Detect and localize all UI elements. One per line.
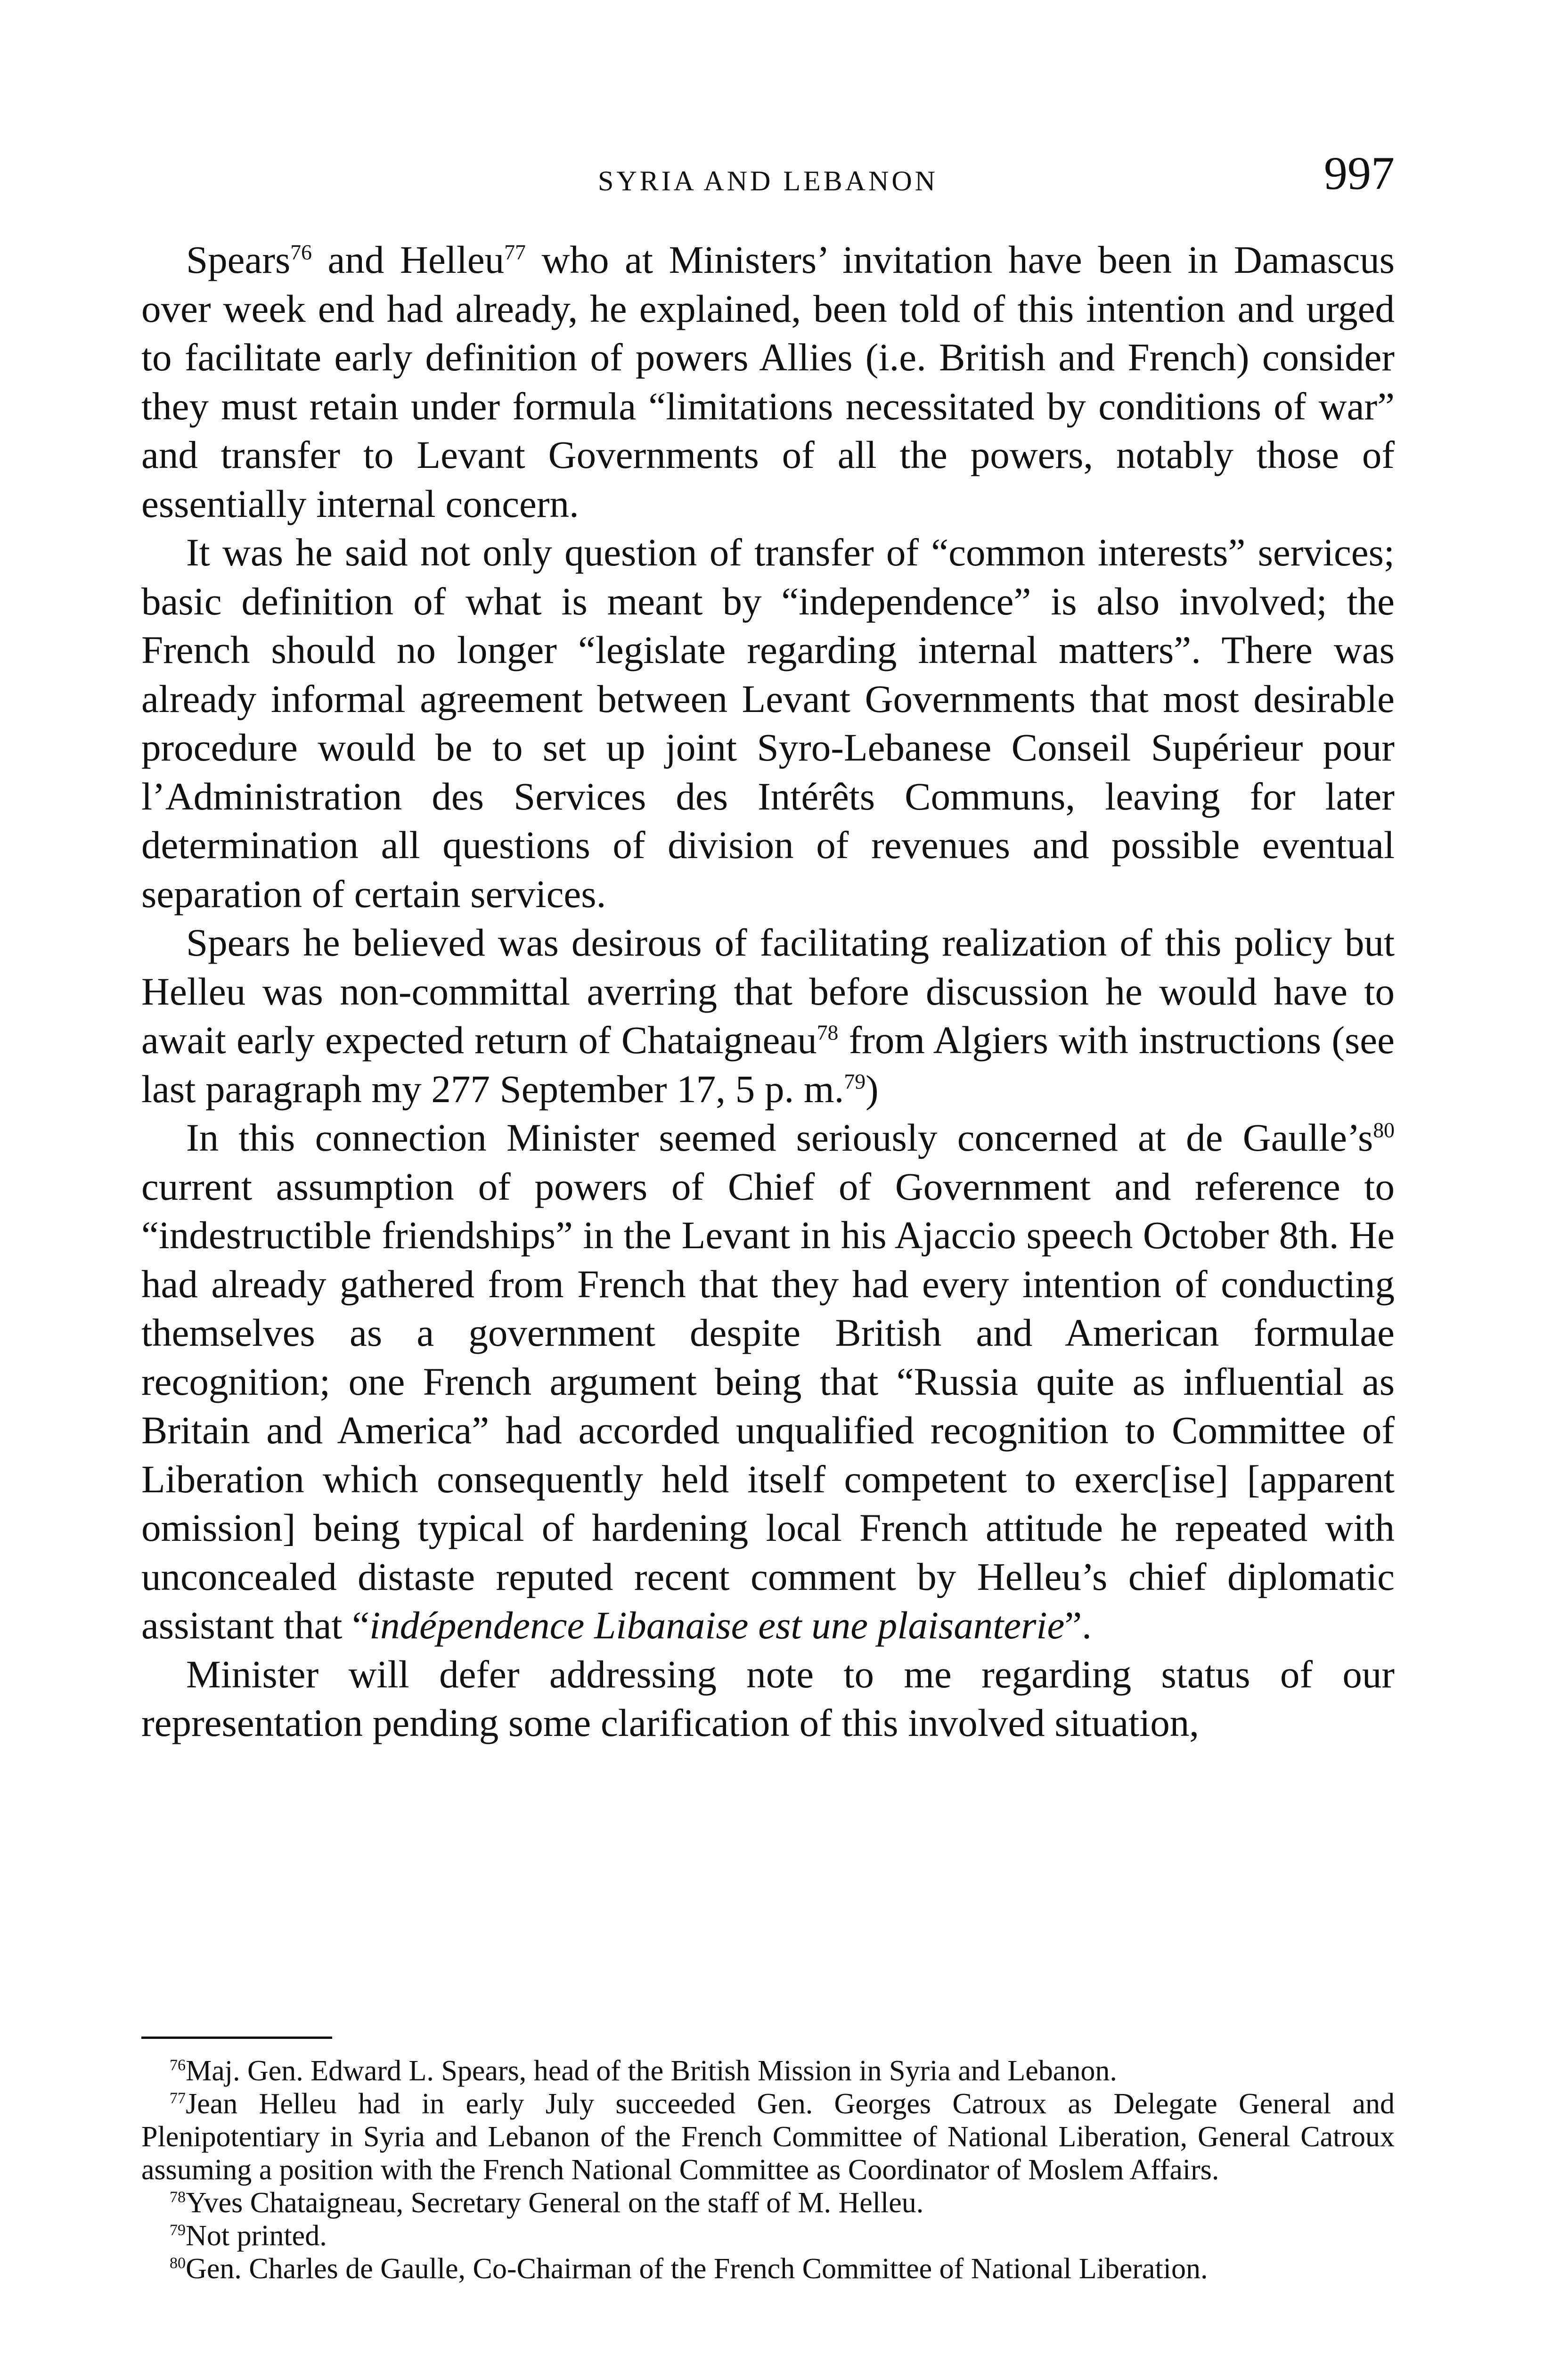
footnote-ref: 76 [290, 240, 312, 264]
footnote-text: Yves Chataigneau, Secretary General on the staff of M. Helleu. [186, 2187, 924, 2219]
page-number: 997 [1324, 147, 1395, 199]
paragraph: It was he said not only question of transfer of “common interests” services; basic definition of what is meant by “independence” is also involved; the French should no longer “legislate regarding internal matters”. There was already informal agreement between Levant Governments that most desirable procedure would be to set up joint Syro-Lebanese Conseil Supérieur pour l’Administration des Services des Intérêts Communs, leaving for later determination all questions of division of revenues and possible eventual separation of certain services. [141, 531, 1395, 916]
footnote-number: 78 [170, 2188, 186, 2206]
footnote [141, 2054, 1395, 2087]
text-run: who at Ministers’ invitation have been in Damascus over week end had already, he explained, been told of this intention and urged to facilitate early definition of powers Allies (i.e. British and French) consider they must retain under formula “limitations necessitated by conditions of war” and transfer to Levant Governments of all the powers, notably those of essentially internal concern. [141, 238, 1395, 525]
text-run: ) [866, 1067, 879, 1111]
footnote-ref: 78 [817, 1020, 839, 1045]
footnote-number: 80 [170, 2254, 186, 2272]
paragraph [141, 918, 1395, 1113]
text-run: current assumption of powers of Chief of Government and reference to “indestructible friendships” in the Levant in his Ajaccio speech October 8th. He had already gathered from French that they had every intention of conducting themselves as a government despite British and American formulae recognition; one French argument being that “Russia quite as influential as Britain and America” had accorded unqualified recognition to Committee of Liberation which consequently held itself competent to exerc[ise] [apparent omission] being typical of hardening local French attitude he repeated with unconcealed distaste reputed recent comment by Helleu’s chief diplomatic assistant that “ [141, 1164, 1395, 1647]
running-head: SYRIA AND LEBANON [597, 165, 939, 196]
footnote-divider [141, 2037, 332, 2039]
body-text [141, 236, 1395, 1748]
footnote-ref: 79 [844, 1069, 866, 1093]
text-run: from Algiers with instructions (see last paragraph my 277 September 17, 5 p. m. [141, 1018, 1395, 1111]
footnote-text: Jean Helleu had in early July succeeded Gen. Georges Catroux as Delegate General and Plenipotentiary in Syria and Lebanon of the French Committee of National Liberation, General Catroux assuming a position with the French National Committee as Coordinator of Moslem Affairs. [141, 2088, 1395, 2186]
footnote-number: 79 [170, 2221, 186, 2239]
italic-quote: indépendence Libanaise est une plaisanterie [369, 1603, 1065, 1647]
footnote-number: 77 [170, 2089, 186, 2107]
paragraph [141, 236, 1395, 528]
footnote [141, 2252, 1395, 2285]
footnote-text: Maj. Gen. Edward L. Spears, head of the British Mission in Syria and Lebanon. [186, 2055, 1117, 2087]
text-run: In this connection Minister seemed seriously concerned at de Gaulle’s [186, 1116, 1373, 1159]
footnote [141, 2186, 1395, 2219]
footnotes [141, 2054, 1395, 2285]
paragraph [141, 1113, 1395, 1650]
text-run: Spears he believed was desirous of facilitating realization of this policy but Helleu was non-committal averring that before discussion he would have to await early expected return of Chataigneau [141, 921, 1395, 1062]
footnote-ref: 77 [504, 240, 526, 264]
footnote-ref: 80 [1373, 1118, 1395, 1142]
footnote [141, 2219, 1395, 2252]
footnote [141, 2087, 1395, 2186]
paragraph: Minister will defer addressing note to me regarding status of our representation pending some clarification of this involved situation, [141, 1652, 1395, 1744]
text-run: Spears [186, 238, 291, 281]
footnote-text: Gen. Charles de Gaulle, Co-Chairman of the French Committee of National Liberation. [186, 2253, 1208, 2285]
text-run: and Helleu [311, 238, 505, 281]
page-header [141, 146, 1395, 217]
text-run: ”. [1064, 1603, 1092, 1647]
footnote-text: Not printed. [186, 2220, 327, 2252]
footnote-number: 76 [170, 2056, 186, 2074]
